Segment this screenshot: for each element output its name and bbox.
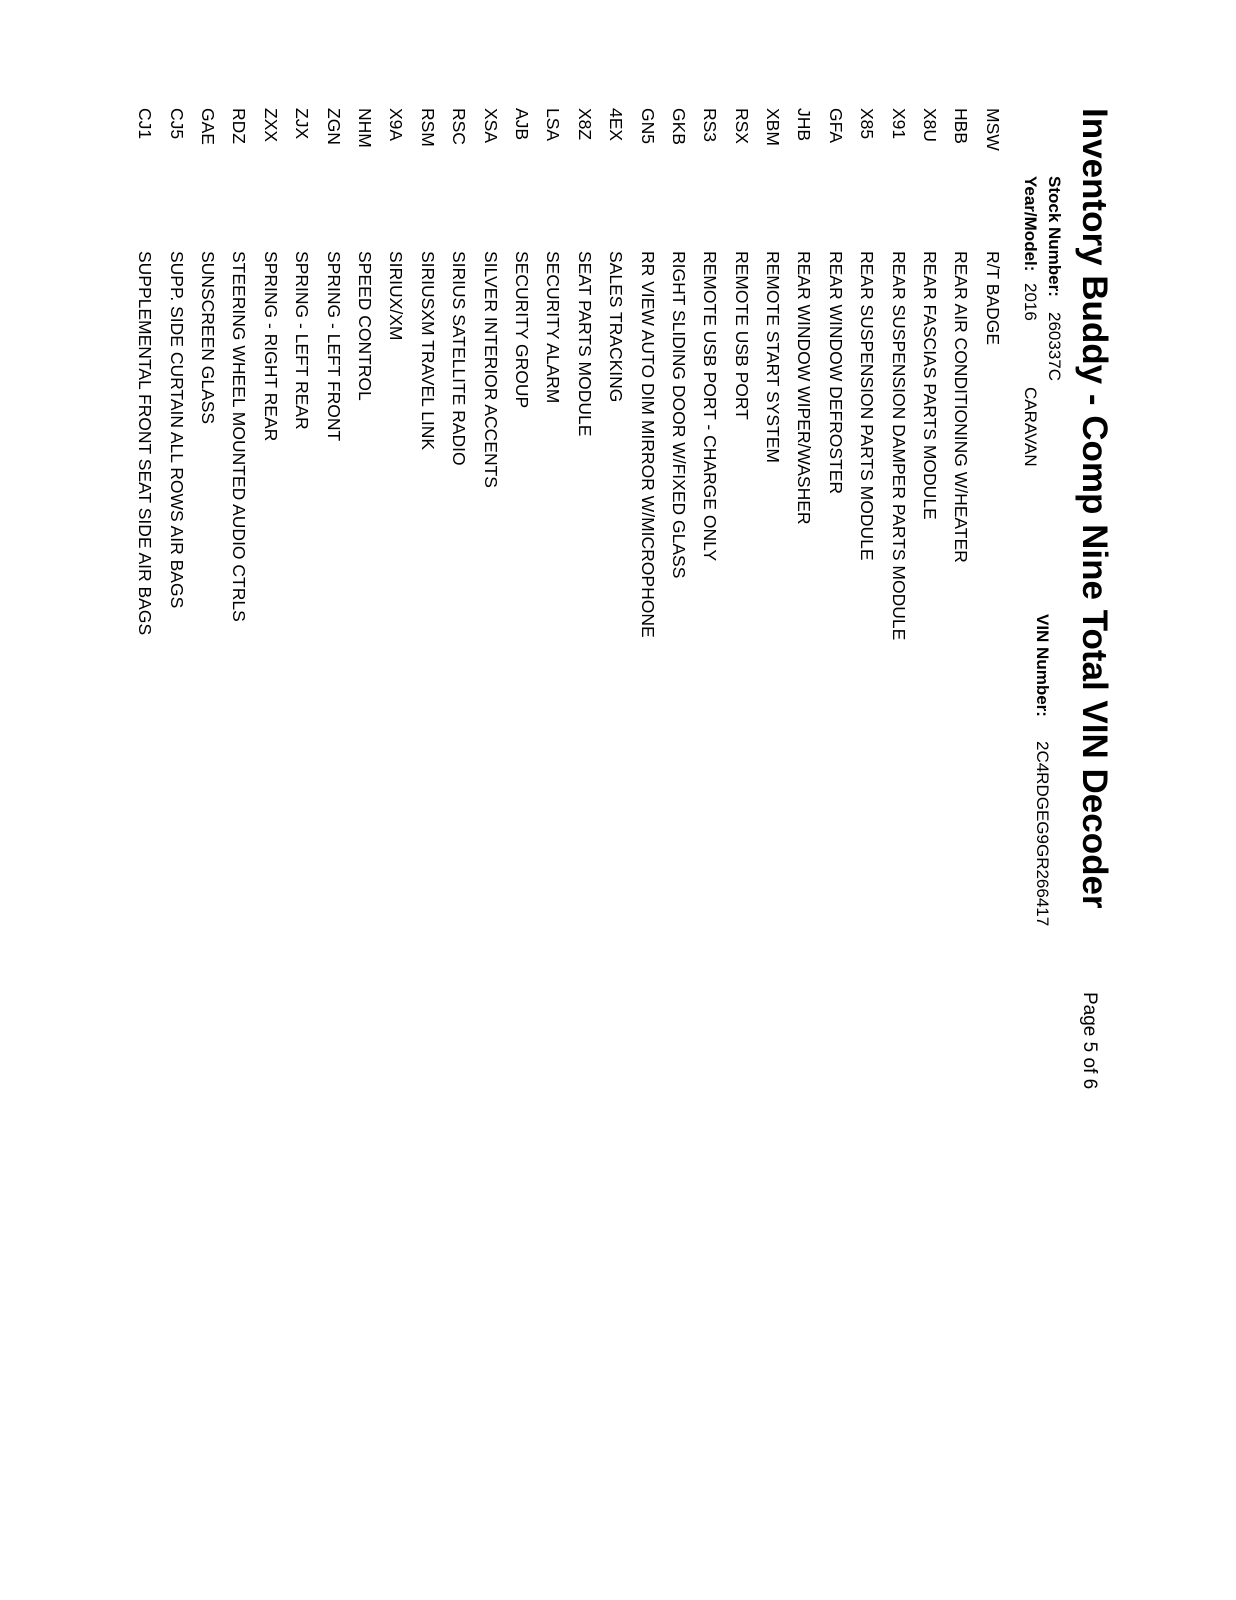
option-code: X8Z	[574, 108, 595, 141]
year-model-label: Year/Model:	[1021, 176, 1040, 272]
option-description: SPRING - LEFT REAR	[292, 251, 313, 430]
option-row	[631, 108, 662, 640]
option-row	[380, 108, 411, 640]
option-description: R/T BADGE	[982, 251, 1003, 346]
option-description: REMOTE USB PORT	[731, 251, 752, 420]
option-description: SIRIUS SATELLITE RADIO	[449, 251, 470, 466]
option-code: XSA	[480, 108, 501, 144]
option-code: CJ5	[166, 108, 187, 140]
option-description: RR VIEW AUTO DIM MIRROR W/MICROPHONE	[637, 251, 658, 638]
option-row	[757, 108, 788, 640]
option-code: GN5	[637, 108, 658, 144]
option-description: SPRING - RIGHT REAR	[260, 251, 281, 442]
option-code: NHM	[355, 108, 375, 148]
option-code: RSM	[417, 108, 438, 147]
option-description: REMOTE START SYSTEM	[763, 251, 784, 463]
option-row	[223, 108, 254, 640]
option-code: LSA	[543, 108, 564, 142]
option-code: RSC	[449, 108, 470, 145]
option-description: SILVER INTERIOR ACCENTS	[480, 251, 501, 488]
option-description: SALES TRACKING	[606, 251, 627, 403]
stock-number-value: 260337C	[1045, 312, 1064, 382]
option-code: HBB	[951, 108, 972, 144]
option-row	[945, 108, 976, 640]
option-description: SPEED CONTROL	[355, 251, 375, 401]
page-number: Page 5 of 6	[1079, 992, 1100, 1090]
option-row	[851, 108, 882, 640]
option-code: RS3	[700, 108, 721, 143]
option-code: X8U	[920, 108, 941, 143]
report-title: Inventory Buddy - Comp Nine Total VIN Decoder	[1075, 108, 1114, 909]
option-code: X9A	[386, 108, 407, 142]
option-code: 4EX	[606, 108, 627, 142]
option-code: ZGN	[323, 108, 344, 145]
option-row	[412, 108, 443, 640]
option-row	[537, 108, 568, 640]
option-description: SIRIUX/XM	[386, 251, 407, 341]
option-row	[725, 108, 756, 640]
option-code: AJB	[511, 108, 532, 141]
option-code: ZXX	[260, 108, 281, 143]
option-code: XBM	[763, 108, 784, 146]
option-description: REAR AIR CONDITIONING W/HEATER	[951, 251, 972, 563]
vin-number-label: VIN Number:	[1033, 614, 1052, 717]
option-row	[443, 108, 474, 640]
year-value: 2016	[1021, 283, 1040, 321]
option-description: SECURITY ALARM	[543, 251, 564, 404]
option-description: REAR WINDOW WIPER/WASHER	[794, 251, 815, 525]
option-row	[286, 108, 317, 640]
option-row	[882, 108, 913, 640]
option-row	[474, 108, 505, 640]
option-row	[914, 108, 945, 640]
option-row	[317, 108, 348, 640]
option-description: SIRIUSXM TRAVEL LINK	[417, 251, 438, 451]
option-code: GFA	[825, 108, 846, 144]
option-description: SUPPLEMENTAL FRONT SEAT SIDE AIR BAGS	[135, 251, 156, 636]
option-row	[192, 108, 223, 640]
option-row	[600, 108, 631, 640]
option-row	[160, 108, 191, 640]
option-row	[977, 108, 1008, 640]
option-code: X91	[888, 108, 909, 140]
option-description: STEERING WHEEL MOUNTED AUDIO CTRLS	[229, 251, 250, 622]
option-code: RDZ	[229, 108, 250, 144]
option-description: REAR SUSPENSION PARTS MODULE	[857, 251, 878, 561]
option-code: RSX	[731, 108, 752, 144]
option-code: GKB	[668, 108, 689, 145]
option-row	[663, 108, 694, 640]
option-row	[255, 108, 286, 640]
option-row	[788, 108, 819, 640]
option-row	[506, 108, 537, 640]
option-description: RIGHT SLIDING DOOR W/FIXED GLASS	[668, 251, 689, 579]
option-row	[569, 108, 600, 640]
option-description: REAR FASCIAS PARTS MODULE	[920, 251, 941, 520]
option-description: REMOTE USB PORT - CHARGE ONLY	[700, 251, 721, 562]
option-code: ZJX	[292, 108, 313, 140]
option-code: X85	[857, 108, 878, 140]
option-description: SPRING - LEFT FRONT	[323, 251, 344, 442]
option-row	[694, 108, 725, 640]
option-code-list	[129, 108, 1008, 640]
option-row	[349, 108, 380, 640]
model-value: CARAVAN	[1021, 387, 1040, 467]
option-code: CJ1	[135, 108, 156, 140]
option-description: SECURITY GROUP	[511, 251, 532, 409]
option-code: JHB	[794, 108, 815, 142]
option-description: SUPP. SIDE CURTAIN ALL ROWS AIR BAGS	[166, 251, 187, 609]
option-row	[129, 108, 160, 640]
option-code: MSW	[982, 108, 1003, 151]
option-description: SEAT PARTS MODULE	[574, 251, 595, 437]
option-row	[820, 108, 851, 640]
option-description: REAR WINDOW DEFROSTER	[825, 251, 846, 495]
option-description: REAR SUSPENSION DAMPER PARTS MODULE	[888, 251, 909, 641]
option-code: GAE	[198, 108, 219, 145]
option-description: SUNSCREEN GLASS	[198, 251, 219, 425]
vin-number-value: 2C4RDGEG9GR266417	[1033, 741, 1052, 927]
stock-number-label: Stock Number:	[1045, 176, 1064, 297]
